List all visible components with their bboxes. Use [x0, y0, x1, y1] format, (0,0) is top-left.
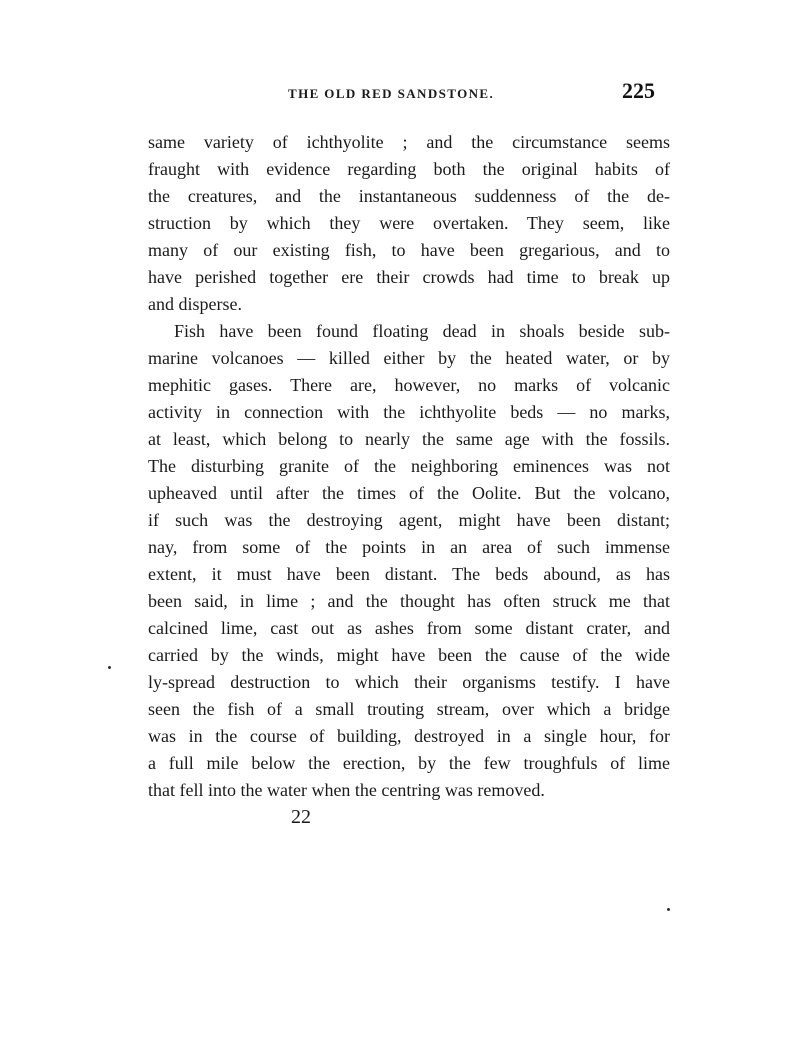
text-line: mephitic gases. There are, however, no marks of volcanic [148, 375, 670, 395]
running-head: THE OLD RED SANDSTONE. [288, 86, 495, 101]
text-line: same variety of ichthyolite ; and the circumstance seems [148, 132, 670, 152]
text-line: and disperse. [148, 294, 242, 314]
text-line: nay, from some of the points in an area of such immense [148, 537, 670, 557]
text-line: extent, it must have been distant. The beds abound, as has [148, 564, 670, 584]
text-line: seen the fish of a small trouting stream, over which a bridge [148, 699, 670, 719]
text-line: ly-spread destruction to which their organisms testify. I have [148, 672, 670, 692]
text-line: at least, which belong to nearly the same age with the fossils. [148, 429, 670, 449]
text-line: have perished together ere their crowds had time to break up [148, 267, 670, 287]
text-line: was in the course of building, destroyed in a single hour, for [148, 726, 670, 746]
text-line: fraught with evidence regarding both the original habits of [148, 159, 670, 179]
text-line: many of our existing fish, to have been gregarious, and to [148, 240, 670, 260]
signature-mark: 22 [291, 806, 311, 828]
text-line: if such was the destroying agent, might have been distant; [148, 510, 670, 530]
text-line: carried by the winds, might have been the cause of the wide [148, 645, 670, 665]
text-line: struction by which they were overtaken. They seem, like [148, 213, 670, 233]
text-line: Fish have been found floating dead in shoals beside sub- [174, 321, 670, 341]
text-line: been said, in lime ; and the thought has often struck me that [148, 591, 670, 611]
text-line: the creatures, and the instantaneous suddenness of the de- [148, 186, 670, 206]
text-line: upheaved until after the times of the Oolite. But the volcano, [148, 483, 670, 503]
text-line: that fell into the water when the centring was removed. [148, 780, 545, 800]
text-line: marine volcanoes — killed either by the heated water, or by [148, 348, 670, 368]
text-line: The disturbing granite of the neighboring eminences was not [148, 456, 670, 476]
print-speck [108, 666, 111, 669]
page-number: 225 [622, 78, 655, 103]
text-line: calcined lime, cast out as ashes from some distant crater, and [148, 618, 670, 638]
text-line: a full mile below the erection, by the few troughfuls of lime [148, 753, 670, 773]
text-line: activity in connection with the ichthyolite beds — no marks, [148, 402, 670, 422]
print-speck [667, 908, 670, 911]
body-text [148, 129, 670, 804]
